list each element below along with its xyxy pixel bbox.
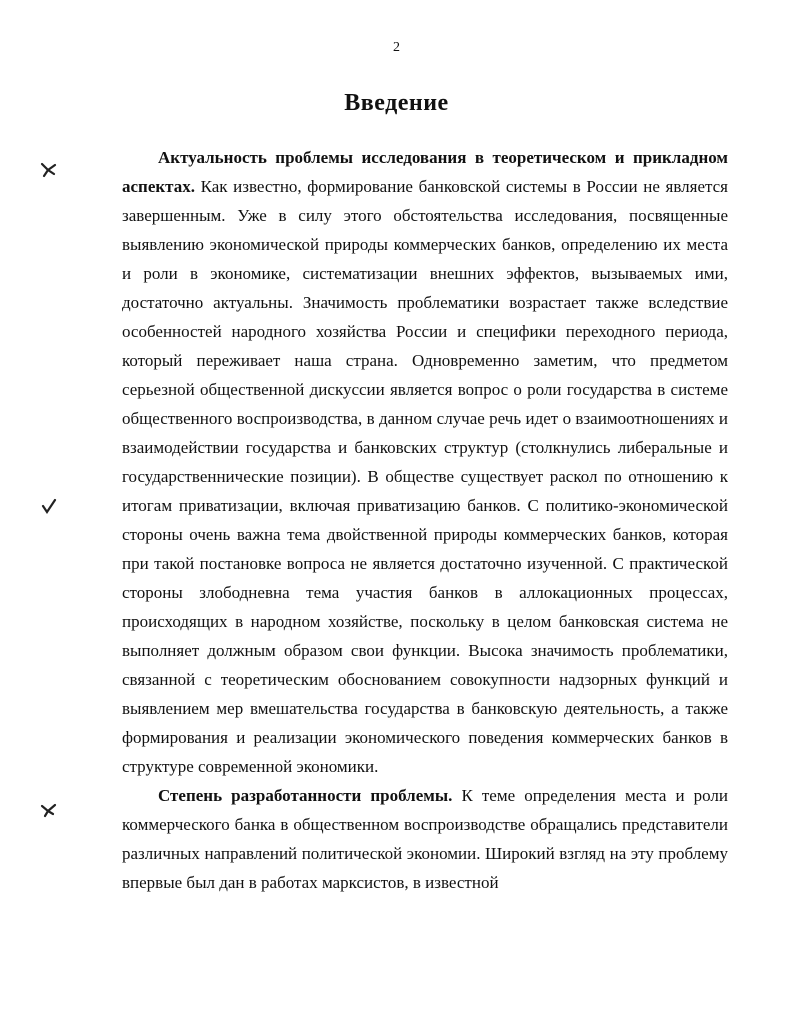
paragraph-text: К теме определения места и роли коммерческого банка в общественном воспроизводстве обращались представители различных направлений политической экономии. Широкий взгляд на эту проблему впервые был дан в работах марксистов, в известной: [122, 786, 729, 892]
margin-mark-icon: [38, 160, 60, 180]
paragraph-relevance: [122, 143, 728, 781]
page-title: Введение: [344, 90, 449, 116]
body-text: [122, 143, 728, 897]
page-number: 2: [393, 40, 400, 55]
margin-check-icon: [38, 497, 60, 517]
paragraph-lead: Степень разработанности проблемы.: [158, 786, 453, 805]
margin-mark-icon: [38, 800, 60, 820]
paragraph-text: Как известно, формирование банковской системы в России не является завершенным. Уже в силу этого обстоятельства исследования, посвященные выявлению экономической природы коммерческих банков, определению их места и роли в экономике, систематизации внешних эффектов, вызываемых ими, достаточно актуальны. Значимость проблематики возрастает также вследствие особенностей народного хозяйства России и специфики переходного периода, который переживает наша страна. Одновременно заметим, что предметом серьезной общественной дискуссии является вопрос о роли государства в системе общественного воспроизводства, в данном случае речь идет о взаимоотношениях и взаимодействии государства и банковских структур (столкнулись либеральные и государственнические позиции). В обществе существует раскол по отношению к итогам приватизации, включая приватизацию банков. С политико-экономической стороны очень важна тема двойственной природы коммерческих банков, которая при такой постановке вопроса не является достаточно изученной. С практической стороны злободневна тема участия банков в аллокационных процессах, происходящих в народном хозяйстве, поскольку в целом банковская система не выполняет должным образом свои функции. Высока значимость проблематики, связанной с теоретическим обоснованием совокупности надзорных функций и выявлением мер вмешательства государства в банковскую деятельность, а также формирования и реализации экономического поведения коммерческих банков в структуре современной экономики.: [122, 177, 728, 776]
paragraph-elaboration: [122, 781, 728, 897]
paragraph-lead: Актуальность проблемы исследования в теоретическом и прикладном аспектах.: [122, 148, 728, 196]
